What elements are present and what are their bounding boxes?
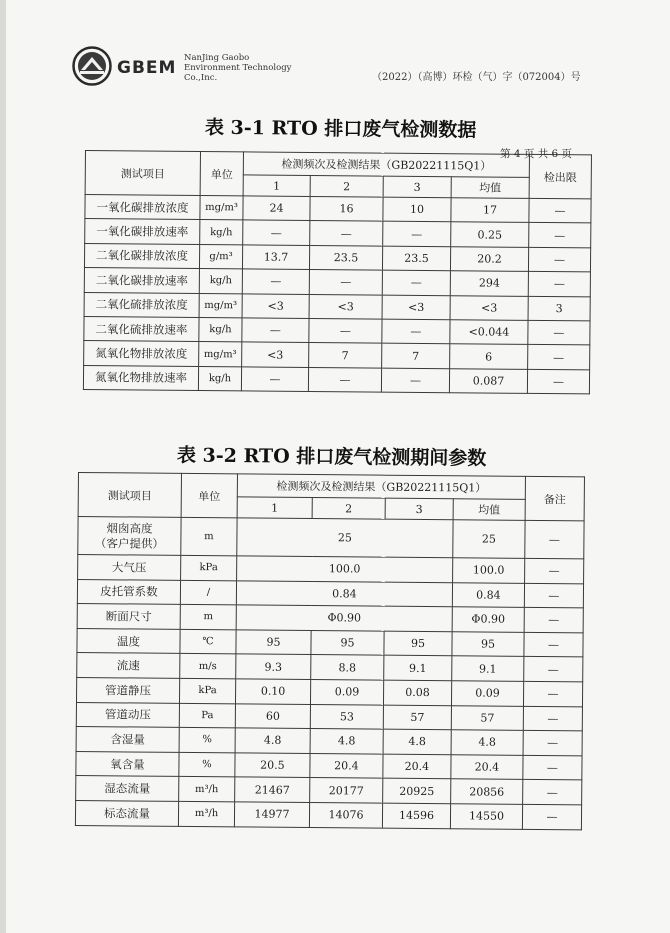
table2-value-cell: 4.8 <box>235 728 310 753</box>
table2-value-cell: 20.4 <box>383 754 451 779</box>
table2-unit-cell: m/s <box>180 654 236 679</box>
table1-value-cell: 23.5 <box>309 245 382 270</box>
table1-header-group: 检测频次及检测结果（GB20221115Q1） <box>243 152 529 177</box>
table2-merged-value-cell: Φ0.90 <box>236 605 452 631</box>
table2-value-cell: 0.09 <box>310 680 383 705</box>
table2-value-cell: 9.3 <box>236 654 311 679</box>
table2-item-cell: 氧含量 <box>76 751 179 776</box>
table2-remark-cell: — <box>525 558 584 583</box>
table2-value-cell: 14596 <box>382 803 450 828</box>
binding-edge <box>0 0 6 933</box>
table2-unit-cell: m³/h <box>179 777 235 802</box>
table1-value-cell: <3 <box>382 295 450 320</box>
table2-remark-cell: — <box>523 755 582 780</box>
table1-value-cell: 16 <box>310 196 383 221</box>
table2-item-cell: 流速 <box>77 653 180 678</box>
table1-unit-cell: mg/m³ <box>199 342 242 367</box>
table2-mean-cell: 20.4 <box>451 755 523 780</box>
table2-merged-value-cell: 0.84 <box>236 580 452 606</box>
table2-unit-cell: Pa <box>179 703 235 728</box>
table2-mean-cell: 9.1 <box>452 656 524 681</box>
table1-value-cell: — <box>381 368 449 393</box>
page-info: 第 4 页 共 6 页 <box>500 148 573 160</box>
table1-item-cell: 氮氧化物排放速率 <box>83 365 198 390</box>
table2-item-note: （客户提供） <box>94 535 164 551</box>
table1-unit-cell: mg/m³ <box>200 196 243 221</box>
table2-item-cell: 断面尺寸 <box>77 604 180 629</box>
table1-item-cell: 二氧化碳排放浓度 <box>84 243 199 268</box>
table2-remark-cell: — <box>522 804 581 829</box>
table2-unit-cell: % <box>179 728 235 753</box>
table1-value-cell: 7 <box>382 343 450 368</box>
table2-value-cell: 4.8 <box>383 729 451 754</box>
table2-remark-cell: — <box>523 681 582 706</box>
table2-unit-cell: m <box>181 517 237 555</box>
table2-mean-cell: 4.8 <box>451 730 523 755</box>
table1-item-cell: 二氧化硫排放浓度 <box>84 292 199 317</box>
table2-remark-cell: — <box>524 608 583 633</box>
table1-value-cell: 13.7 <box>242 245 309 270</box>
table2-value-cell: 4.8 <box>310 729 383 754</box>
table2-header-remark: 备注 <box>525 476 584 521</box>
table2-item-cell: 标态流量 <box>75 800 178 825</box>
table1-header-run: 1 <box>243 175 310 197</box>
table2-value-cell: 95 <box>236 630 311 655</box>
table2-item-cell: 管道静压 <box>76 677 179 702</box>
table2-item-line: 烟囱高度 <box>106 520 153 536</box>
table2-mean-cell: 0.84 <box>452 582 524 607</box>
table2-unit-cell: kPa <box>181 555 237 580</box>
company-logo-icon <box>72 46 112 86</box>
table2-unit-cell: ℃ <box>180 629 236 654</box>
table1-limit-cell: — <box>529 223 591 248</box>
table2-item-cell: 湿态流量 <box>76 776 179 801</box>
table1-mean-cell: 0.25 <box>451 222 529 247</box>
table2-value-cell: 60 <box>235 703 310 728</box>
table2-body <box>75 628 583 829</box>
table1-header-run: 2 <box>310 175 383 197</box>
table2-item-cell: 皮托管系数 <box>77 579 180 604</box>
table1-mean-cell: <3 <box>450 295 528 320</box>
table2-mean-cell: 0.09 <box>451 681 523 706</box>
table1-mean-cell: 17 <box>451 198 529 223</box>
table1-limit-cell: — <box>528 345 590 370</box>
table1-unit-cell: kg/h <box>200 220 243 245</box>
table1-item-cell: 二氧化碳排放速率 <box>84 268 199 293</box>
brand-name: GBEM <box>117 58 177 78</box>
table2-header-run: 1 <box>237 497 312 519</box>
table1-value-cell: — <box>383 221 451 246</box>
table2-merged-value-cell: 25 <box>237 518 453 558</box>
table2-value-cell: 20925 <box>383 779 451 804</box>
table1-row <box>83 365 589 394</box>
table1-mean-cell: 294 <box>450 271 528 296</box>
company-line-3: Co.,Inc. <box>184 73 218 83</box>
table1-item-cell: 一氧化碳排放速率 <box>85 219 200 244</box>
table2-value-cell: 0.08 <box>383 680 451 705</box>
table1-item-cell: 二氧化硫排放速率 <box>84 316 199 341</box>
table1-value-cell: — <box>310 221 383 246</box>
table2-merged-body <box>77 517 584 633</box>
table1-value-cell: <3 <box>309 294 382 319</box>
table2-value-cell: 9.1 <box>384 656 452 681</box>
table1-mean-cell: 6 <box>450 344 528 369</box>
table2-mean-cell: 95 <box>452 632 524 657</box>
table2-merged-value-cell: 100.0 <box>237 556 453 582</box>
table2-value-cell: 14076 <box>309 802 382 827</box>
table2-value-cell: 8.8 <box>311 655 384 680</box>
table1-value-cell: 10 <box>383 197 451 222</box>
table1-header-run: 3 <box>383 176 451 198</box>
company-name <box>184 53 291 83</box>
table2-header-group: 检测频次及检测结果（GB20221115Q1） <box>237 474 525 500</box>
table2-value-cell: 14977 <box>234 802 309 827</box>
table2-value-cell: 95 <box>384 631 452 656</box>
table1-header-mean: 均值 <box>451 177 529 199</box>
table1-unit-cell: kg/h <box>198 366 241 391</box>
table2-mean-cell: 20856 <box>451 779 523 804</box>
table2-remark-cell: — <box>523 780 582 805</box>
table2-mean-cell: Φ0.90 <box>452 607 524 632</box>
table2-row <box>75 800 581 829</box>
table2-item-cell: 管道动压 <box>76 702 179 727</box>
table2-header-run: 2 <box>312 498 385 520</box>
table2-remark-cell: — <box>523 731 582 756</box>
table1-value-cell: 24 <box>243 196 310 221</box>
table2-mean-cell: 57 <box>451 705 523 730</box>
table1-value-cell: <3 <box>242 342 309 367</box>
table1-unit-cell: mg/m³ <box>199 293 242 318</box>
table1-value-cell: — <box>242 269 309 294</box>
table2-value-cell: 20.5 <box>235 753 310 778</box>
table2-item-cell: 温度 <box>77 628 180 653</box>
table1-title: 表 3-1 RTO 排口废气检测数据 <box>204 116 477 142</box>
table2-unit-cell: % <box>179 752 235 777</box>
table2-unit-cell: kPa <box>179 678 235 703</box>
table1-limit-cell: 3 <box>528 296 590 321</box>
table2-item-cell: 大气压 <box>78 555 181 580</box>
table2-row <box>78 517 584 559</box>
table1-body <box>83 195 591 395</box>
table1-limit-cell: — <box>528 320 590 345</box>
table1-header-row <box>85 151 591 178</box>
table2-mean-cell: 14550 <box>450 804 522 829</box>
table2-remark-cell: — <box>525 520 584 559</box>
table1-value-cell: 23.5 <box>382 246 450 271</box>
table1-value-cell: — <box>241 367 308 392</box>
table1-limit-cell: — <box>528 272 590 297</box>
table2-title: 表 3-2 RTO 排口废气检测期间参数 <box>176 444 487 470</box>
table1-value-cell: — <box>242 318 309 343</box>
table1-mean-cell: <0.044 <box>450 320 528 345</box>
table2-header-item: 测试项目 <box>78 473 181 518</box>
table2-header-mean: 均值 <box>453 499 525 521</box>
table1-header-unit: 单位 <box>200 152 243 196</box>
table2-value-cell: 21467 <box>235 777 310 802</box>
company-line-2: Environment Technology <box>184 63 292 73</box>
table1-unit-cell: kg/h <box>199 317 242 342</box>
table2-unit-cell: / <box>180 580 236 605</box>
table1-value-cell: — <box>243 220 310 245</box>
table1-item-cell: 一氧化碳排放浓度 <box>85 195 200 220</box>
table1-limit-cell: — <box>529 198 591 223</box>
table2-remark-cell: — <box>524 632 583 657</box>
table1-value-cell: — <box>309 270 382 295</box>
table2-remark-cell: — <box>523 706 582 731</box>
table1-value-cell: — <box>382 270 450 295</box>
report-number: （2022）（高博）环检（气）字（072004）号 <box>372 72 581 83</box>
table1-unit-cell: g/m³ <box>199 244 242 269</box>
table2-item-cell <box>78 517 181 556</box>
table2-value-cell: 95 <box>311 630 384 655</box>
table1-header-item: 测试项目 <box>85 151 200 196</box>
table2-item-cell: 含湿量 <box>76 727 179 752</box>
table1-mean-cell: 0.087 <box>449 368 527 393</box>
table1-limit-cell: — <box>528 247 590 272</box>
table2 <box>75 472 585 830</box>
table1 <box>83 150 592 395</box>
table1-value-cell: — <box>309 318 382 343</box>
table2-value-cell: 57 <box>383 705 451 730</box>
table2-header-run: 3 <box>385 498 453 520</box>
table2-value-cell: 0.10 <box>235 679 310 704</box>
table2-header-unit: 单位 <box>181 473 237 517</box>
table2-unit-cell: m³/h <box>178 801 234 826</box>
table1-unit-cell: kg/h <box>199 269 242 294</box>
table2-remark-cell: — <box>524 583 583 608</box>
company-line-1: NanJing Gaobo <box>184 53 250 63</box>
table2-value-cell: 53 <box>310 704 383 729</box>
table1-value-cell: 7 <box>309 343 382 368</box>
table2-unit-cell: m <box>180 605 236 630</box>
table1-limit-cell: — <box>527 369 589 394</box>
table2-value-cell: 20177 <box>310 778 383 803</box>
table2-remark-cell: — <box>524 657 583 682</box>
table1-header-limit: 检出限 <box>529 154 591 199</box>
table1-value-cell: — <box>308 367 381 392</box>
table2-mean-cell: 100.0 <box>453 558 525 583</box>
table2-mean-cell: 25 <box>453 520 525 559</box>
table1-mean-cell: 20.2 <box>450 246 528 271</box>
table1-item-cell: 氮氧化物排放浓度 <box>84 341 199 366</box>
table1-value-cell: — <box>382 319 450 344</box>
table2-value-cell: 20.4 <box>310 753 383 778</box>
table2-header-row <box>78 473 584 500</box>
table1-value-cell: <3 <box>242 293 309 318</box>
